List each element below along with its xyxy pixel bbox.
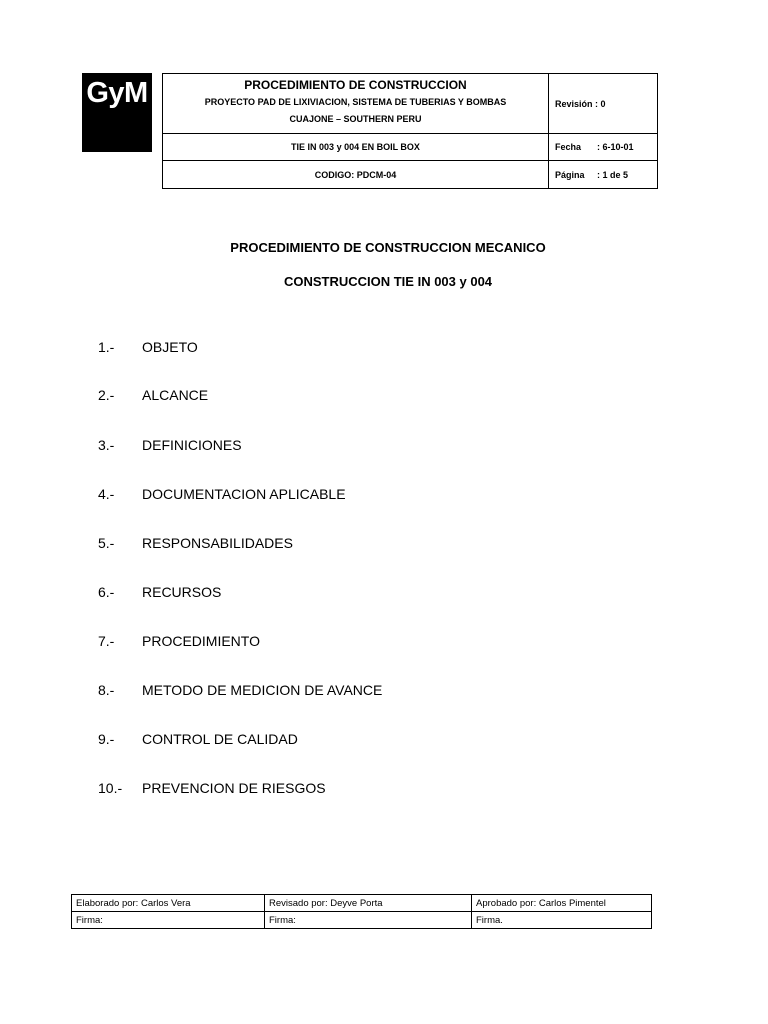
header-title: PROCEDIMIENTO DE CONSTRUCCION bbox=[244, 77, 467, 92]
toc-number: 8.- bbox=[98, 682, 115, 698]
signature-table bbox=[71, 894, 652, 929]
header-title-cell bbox=[163, 74, 549, 134]
toc-label: PREVENCION DE RIESGOS bbox=[142, 780, 326, 796]
toc-label: OBJETO bbox=[142, 339, 198, 355]
toc-label: RESPONSABILIDADES bbox=[142, 535, 293, 551]
toc-number: 2.- bbox=[98, 387, 115, 403]
revisado-cell: Revisado por: Deyve Porta bbox=[265, 895, 472, 912]
toc-label: ALCANCE bbox=[142, 387, 209, 403]
code-cell bbox=[163, 161, 549, 189]
firma-aprobado-cell: Firma. bbox=[472, 912, 652, 929]
firma-revisado-cell: Firma: bbox=[265, 912, 472, 929]
code-text: CODIGO: PDCM-04 bbox=[314, 169, 397, 180]
toc-number: 6.- bbox=[98, 584, 115, 600]
toc-number: 4.- bbox=[98, 486, 115, 502]
firma-elaborado-cell: Firma: bbox=[72, 912, 265, 929]
pagina-label: Página bbox=[555, 169, 585, 180]
toc-label: PROCEDIMIENTO bbox=[142, 633, 260, 649]
revision-cell bbox=[549, 74, 658, 134]
subject-text: TIE IN 003 y 004 EN BOIL BOX bbox=[291, 142, 420, 152]
company-logo: GyM bbox=[82, 73, 152, 152]
aprobado-cell: Aprobado por: Carlos Pimentel bbox=[472, 895, 652, 912]
toc-label: DEFINICIONES bbox=[142, 437, 242, 453]
elaborado-cell: Elaborado por: Carlos Vera bbox=[72, 895, 265, 912]
document-title: PROCEDIMIENTO DE CONSTRUCCION MECANICO bbox=[230, 240, 546, 255]
toc-number: 1.- bbox=[98, 339, 115, 355]
toc-number: 9.- bbox=[98, 731, 115, 747]
toc-number: 3.- bbox=[98, 437, 115, 453]
document-subtitle: CONSTRUCCION TIE IN 003 y 004 bbox=[283, 274, 493, 289]
toc-number: 5.- bbox=[98, 535, 115, 551]
pagina-value: : 1 de 5 bbox=[597, 169, 629, 180]
toc-number: 7.- bbox=[98, 633, 115, 649]
fecha-cell bbox=[549, 134, 658, 161]
revision-value: Revisión : 0 bbox=[555, 98, 606, 109]
toc-label: METODO DE MEDICION DE AVANCE bbox=[142, 682, 383, 698]
toc-label: RECURSOS bbox=[142, 584, 222, 600]
pagina-cell bbox=[549, 161, 658, 189]
toc-number: 10.- bbox=[98, 780, 123, 796]
subject-cell bbox=[163, 134, 549, 161]
fecha-value: : 6-10-01 bbox=[597, 142, 634, 152]
header-project-line-2: CUAJONE – SOUTHERN PERU bbox=[289, 113, 422, 124]
toc-label: DOCUMENTACION APLICABLE bbox=[142, 486, 346, 502]
fecha-label: Fecha bbox=[555, 142, 582, 152]
toc-label: CONTROL DE CALIDAD bbox=[142, 731, 298, 747]
header-project-line-1: PROYECTO PAD DE LIXIVIACION, SISTEMA DE TUBERIAS Y BOMBAS bbox=[204, 96, 507, 107]
document-header-table bbox=[162, 73, 658, 189]
